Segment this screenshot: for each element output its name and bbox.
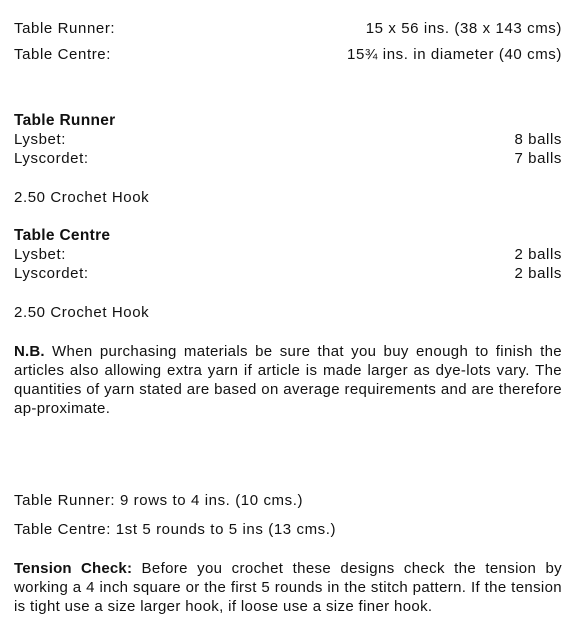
tension-runner: Table Runner: 9 rows to 4 ins. (10 cms.) — [14, 492, 304, 509]
dimension-row-runner — [14, 20, 562, 37]
dimension-value: 15¾ ins. in diameter (40 cms) — [347, 46, 562, 63]
section-heading-centre: Table Centre — [14, 227, 111, 244]
yarn-qty: 2 balls — [514, 246, 562, 263]
dimension-label: Table Centre: — [14, 46, 112, 63]
nb-paragraph — [14, 342, 562, 418]
yarn-row — [14, 150, 562, 167]
yarn-name: Lyscordet: — [14, 150, 89, 167]
tension-centre: Table Centre: 1st 5 rounds to 5 ins (13 cms.) — [14, 521, 337, 538]
section-heading-runner: Table Runner — [14, 112, 116, 129]
nb-lead: N.B. — [14, 343, 45, 360]
yarn-qty: 2 balls — [514, 265, 562, 282]
yarn-row — [14, 131, 562, 148]
yarn-name: Lysbet: — [14, 131, 67, 148]
dimension-row-centre — [14, 46, 562, 63]
tension-check-paragraph — [14, 559, 562, 616]
dimension-value: 15 x 56 ins. (38 x 143 cms) — [365, 20, 562, 37]
nb-text: When purchasing materials be sure that you buy enough to finish the articles also allowing extra yarn if article is made larger as dye-lots vary. The quantities of yarn stated are based on average requirements and are therefore ap-proximate. — [14, 343, 562, 417]
hook-size: 2.50 Crochet Hook — [14, 189, 150, 206]
hook-size: 2.50 Crochet Hook — [14, 304, 150, 321]
yarn-name: Lysbet: — [14, 246, 67, 263]
dimension-label: Table Runner: — [14, 20, 116, 37]
tension-check-text: Before you crochet these designs check the tension by working a 4 inch square or the first 5 rounds in the stitch pattern. If the tension is tight use a size larger hook, if loose use a size finer hook. — [14, 560, 563, 615]
yarn-name: Lyscordet: — [14, 265, 89, 282]
yarn-row — [14, 265, 562, 282]
yarn-qty: 7 balls — [514, 150, 562, 167]
yarn-qty: 8 balls — [514, 131, 562, 148]
tension-check-lead: Tension Check: — [14, 560, 133, 577]
yarn-row — [14, 246, 562, 263]
